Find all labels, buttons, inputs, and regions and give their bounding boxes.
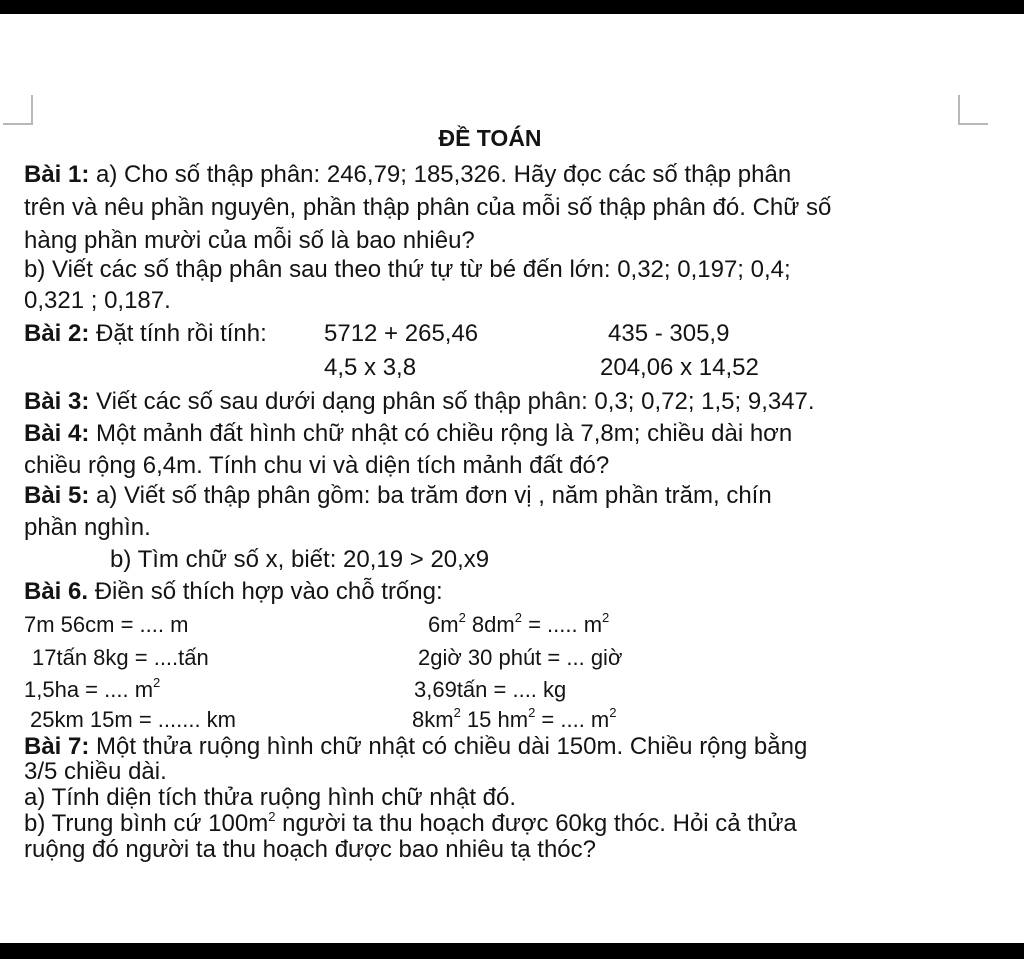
bai5-line3: b) Tìm chữ số x, biết: 20,19 > 20,x9 (110, 546, 490, 573)
bai7-line2: 3/5 chiều dài. (24, 758, 167, 785)
page-corner-mark-left (3, 95, 33, 125)
bai7-label: Bài 7: (24, 733, 90, 760)
bai2-expr-4: 204,06 x 14,52 (600, 354, 759, 381)
bai2-label: Bài 2: (24, 320, 90, 347)
bottom-black-bar (0, 943, 1024, 959)
bai1-label: Bài 1: (24, 161, 90, 188)
bai7-line4: b) Trung bình cứ $100m^2$ người ta thu hoạch được 60kg thóc. Hỏi cả thửa (24, 809, 797, 837)
bai6-row2-b: 2giờ 30 phút = ... giờ (418, 645, 623, 670)
top-black-bar (0, 0, 1024, 14)
bai5-line1: Bài 5: a) Viết số thập phân gồm: ba trăm đơn vị , năm phần trăm, chín (24, 482, 772, 509)
bai7-line3: a) Tính diện tích thửa ruộng hình chữ nhật đó. (24, 784, 517, 811)
bai6-row1-b: $6m^2$ $8dm^2$ = ..... $m^2$ (428, 610, 610, 637)
bai4-label: Bài 4: (24, 420, 90, 447)
bai1-line5: 0,321 ; 0,187. (24, 287, 171, 314)
page-title: ĐỀ TOÁN (438, 125, 542, 151)
bai6-row2-a: 17tấn 8kg = ....tấn (32, 645, 209, 670)
bai7-line5: ruộng đó người ta thu hoạch được bao nhiêu tạ thóc? (24, 836, 597, 863)
bai1-line3: hàng phần mười của mỗi số là bao nhiêu? (24, 227, 475, 254)
bai3-line: Bài 3: Viết các số sau dưới dạng phân số thập phân: 0,3; 0,72; 1,5; 9,347. (24, 388, 815, 415)
bai7-line1: Bài 7: Một thửa ruộng hình chữ nhật có chiều dài 150m. Chiều rộng bằng (24, 733, 808, 760)
bai2-expr-1: 5712 + 265,46 (324, 320, 479, 347)
bai5-label: Bài 5: (24, 482, 90, 509)
bai6-row3-b: 3,69tấn = .... kg (414, 677, 567, 702)
bai6-row3-a: 1,5ha = .... $m^2$ (24, 675, 161, 702)
bai3-label: Bài 3: (24, 388, 90, 415)
bai4-line1: Bài 4: Một mảnh đất hình chữ nhật có chiều rộng là 7,8m; chiều dài hơn (24, 420, 793, 447)
bai1-line2: trên và nêu phần nguyên, phần thập phân của mỗi số thập phân đó. Chữ số (24, 194, 832, 221)
bai6-row4-b: $8km^2$ 15 $hm^2$ = .... $m^2$ (412, 705, 617, 732)
bai2-line1: Bài 2: Đặt tính rồi tính: (24, 320, 267, 347)
bai1-line1: Bài 1: a) Cho số thập phân: 246,79; 185,326. Hãy đọc các số thập phân (24, 161, 792, 188)
bai6-line1: Bài 6. Điền số thích hợp vào chỗ trống: (24, 578, 443, 605)
bai5-line2: phần nghìn. (24, 514, 151, 541)
bai4-line2: chiều rộng 6,4m. Tính chu vi và diện tích mảnh đất đó? (24, 452, 610, 479)
bai2-expr-2: 435 - 305,9 (608, 320, 730, 347)
bai6-row1-a: 7m 56cm = .... m (24, 612, 189, 637)
page-corner-mark-right (958, 95, 988, 125)
bai2-expr-3: 4,5 x 3,8 (324, 354, 417, 381)
bai6-row4-a: 25km 15m = ....... km (30, 707, 237, 732)
bai6-label: Bài 6. (24, 578, 89, 605)
bai1-line4: b) Viết các số thập phân sau theo thứ tự từ bé đến lớn: 0,32; 0,197; 0,4; (24, 256, 791, 283)
